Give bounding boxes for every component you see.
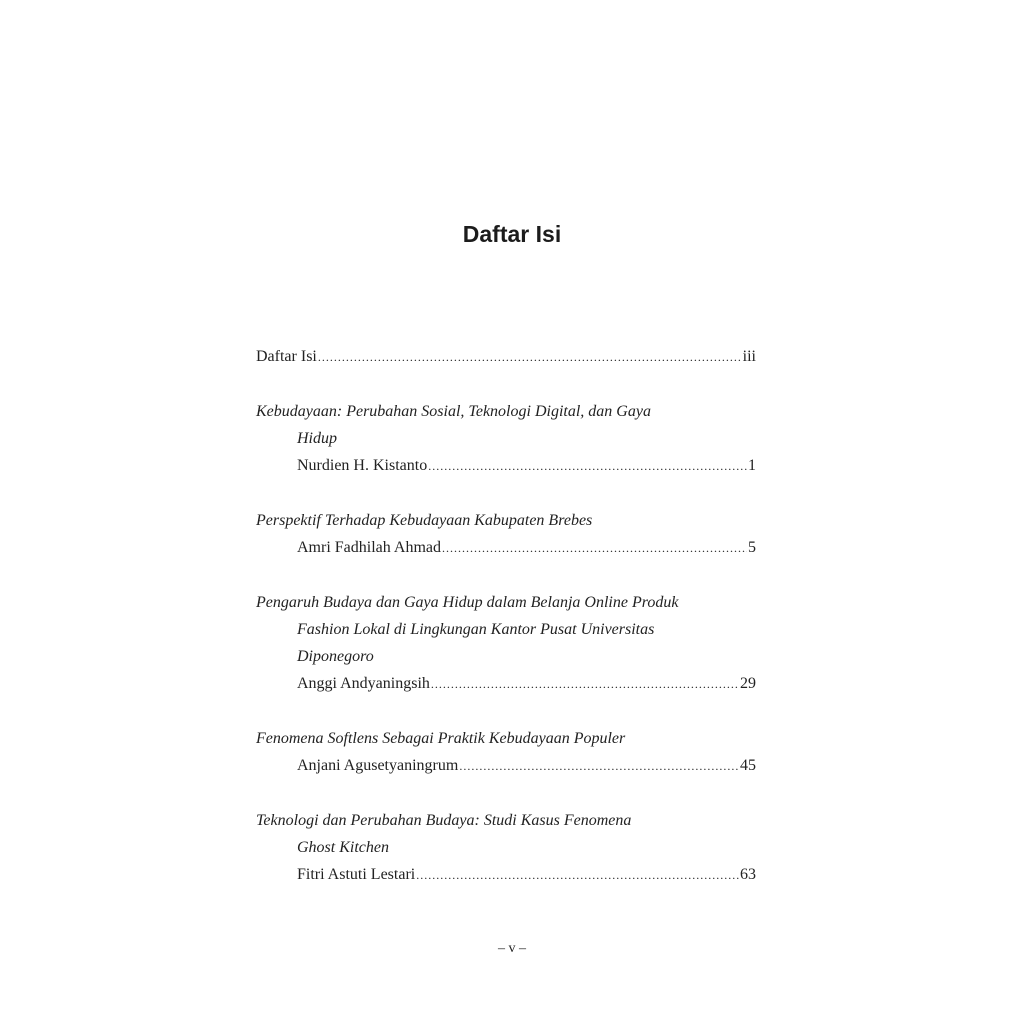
page-number: 63 bbox=[740, 866, 756, 883]
dot-leader bbox=[416, 862, 739, 889]
chapter-title-line: Perspektif Terhadap Kebudayaan Kabupaten Brebes bbox=[256, 512, 593, 529]
dot-leader bbox=[428, 453, 747, 480]
dot-leader bbox=[459, 753, 739, 780]
dot-leader bbox=[318, 344, 742, 371]
chapter-title-line: Ghost Kitchen bbox=[297, 839, 389, 856]
page-number: 29 bbox=[740, 675, 756, 692]
toc-entry[interactable] bbox=[256, 725, 756, 780]
chapter-author: Nurdien H. Kistanto bbox=[297, 457, 428, 474]
chapter-title-line: Fashion Lokal di Lingkungan Kantor Pusat Universitas bbox=[297, 621, 655, 638]
chapter-author: Fitri Astuti Lestari bbox=[297, 866, 416, 883]
chapter-title-line: Diponegoro bbox=[297, 648, 374, 665]
toc-entry[interactable] bbox=[256, 807, 756, 889]
toc-entry-front-matter[interactable] bbox=[256, 343, 756, 371]
author-row bbox=[256, 861, 756, 889]
toc-entry-row bbox=[256, 343, 756, 371]
toc-entry[interactable] bbox=[256, 398, 756, 480]
author-row bbox=[256, 534, 756, 562]
toc-entry[interactable] bbox=[256, 507, 756, 562]
toc-entry-label: Daftar Isi bbox=[256, 348, 317, 365]
page-number: 5 bbox=[748, 539, 756, 556]
author-row bbox=[256, 670, 756, 698]
dot-leader bbox=[431, 671, 739, 698]
dot-leader bbox=[442, 535, 747, 562]
chapter-title-line: Fenomena Softlens Sebagai Praktik Kebudayaan Populer bbox=[256, 730, 626, 747]
page-number: iii bbox=[742, 348, 756, 365]
author-row bbox=[256, 752, 756, 780]
chapter-title-line: Kebudayaan: Perubahan Sosial, Teknologi Digital, dan Gaya bbox=[256, 403, 651, 420]
chapter-title-line: Pengaruh Budaya dan Gaya Hidup dalam Belanja Online Produk bbox=[256, 594, 679, 611]
page-number: 1 bbox=[748, 457, 756, 474]
toc-entry[interactable] bbox=[256, 589, 756, 698]
chapter-title-line: Teknologi dan Perubahan Budaya: Studi Kasus Fenomena bbox=[256, 812, 632, 829]
chapter-title-line: Hidup bbox=[297, 430, 337, 447]
chapter-author: Anjani Agusetyaningrum bbox=[297, 757, 459, 774]
table-of-contents bbox=[256, 343, 756, 916]
page-folio: – v – bbox=[498, 941, 526, 956]
author-row bbox=[256, 452, 756, 480]
chapter-author: Amri Fadhilah Ahmad bbox=[297, 539, 441, 556]
chapter-author: Anggi Andyaningsih bbox=[297, 675, 430, 692]
page-number: 45 bbox=[740, 757, 756, 774]
page-title: Daftar Isi bbox=[462, 221, 562, 247]
